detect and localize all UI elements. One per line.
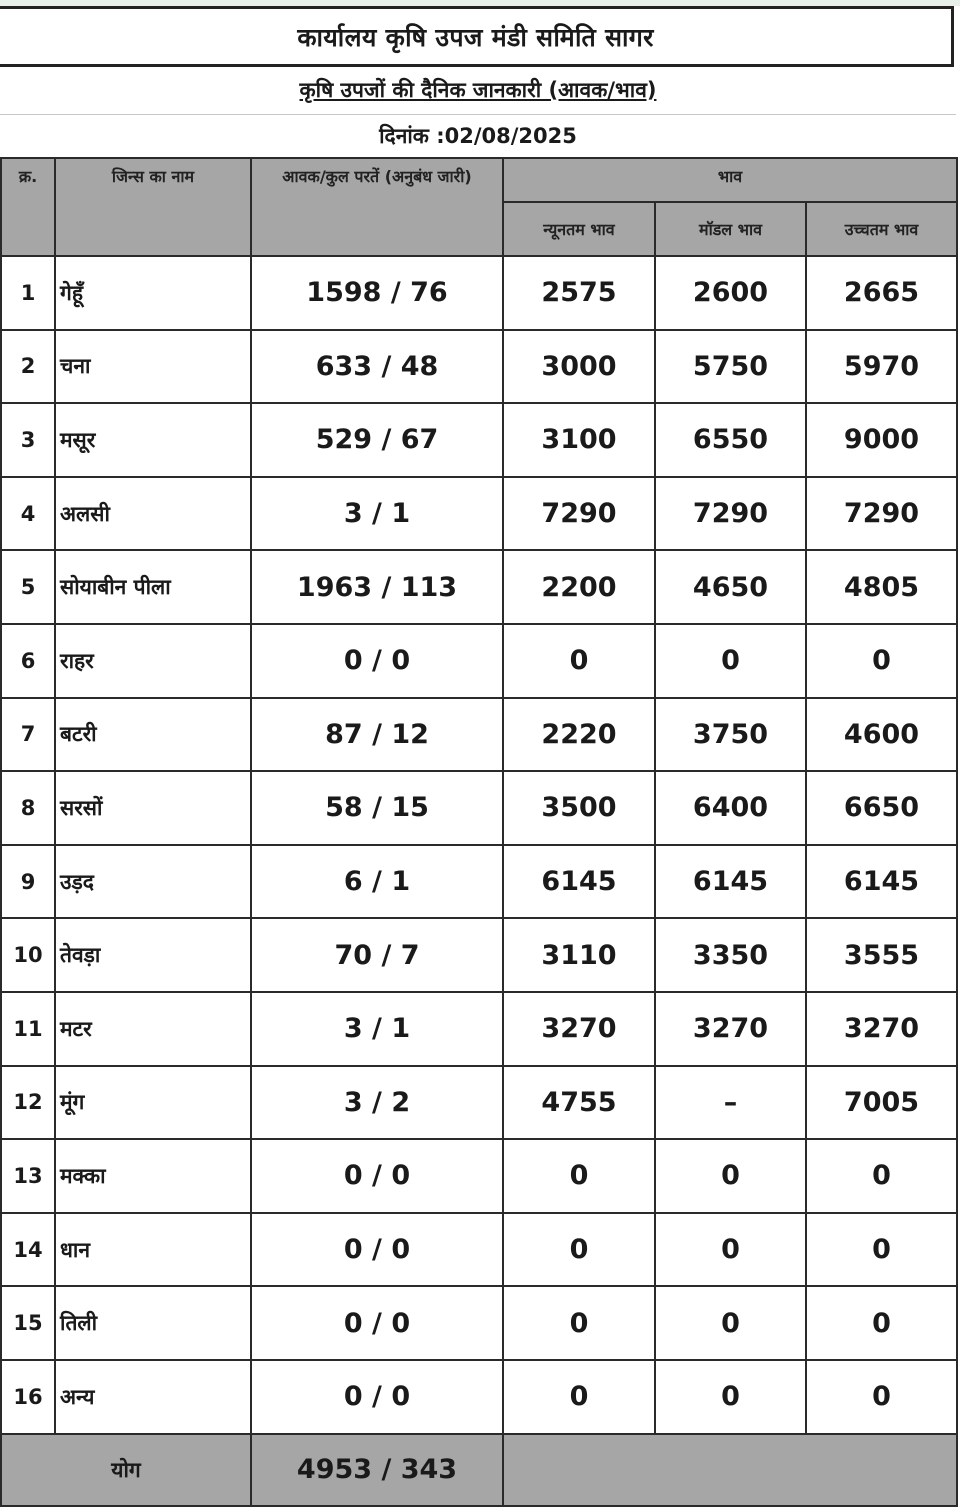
commodity-name: सरसों: [55, 771, 251, 845]
total-row: [1, 1434, 957, 1506]
table-row: [1, 1213, 957, 1287]
row-sn: 16: [1, 1360, 55, 1434]
header-sn: क्र.: [1, 158, 55, 256]
min-price: 0: [503, 1360, 655, 1434]
max-price: 0: [806, 1360, 957, 1434]
table-row: [1, 330, 957, 404]
arrival-value: 58 / 15: [251, 771, 503, 845]
header-max-price: उच्चतम भाव: [806, 202, 957, 256]
table-row: [1, 624, 957, 698]
max-price: 5970: [806, 330, 957, 404]
modal-price: 3350: [655, 918, 806, 992]
row-sn: 10: [1, 918, 55, 992]
row-sn: 5: [1, 550, 55, 624]
arrival-value: 1963 / 113: [251, 550, 503, 624]
commodity-name: मटर: [55, 992, 251, 1066]
header-min-price: न्यूनतम भाव: [503, 202, 655, 256]
arrival-value: 6 / 1: [251, 845, 503, 919]
modal-price: 5750: [655, 330, 806, 404]
page-subtitle: कृषि उपजों की दैनिक जानकारी (आवक/भाव): [0, 66, 956, 115]
max-price: 9000: [806, 403, 957, 477]
arrival-value: 0 / 0: [251, 1213, 503, 1287]
commodity-name: तिली: [55, 1286, 251, 1360]
commodity-name: मक्का: [55, 1139, 251, 1213]
total-label: योग: [1, 1434, 251, 1506]
max-price: 7290: [806, 477, 957, 551]
row-sn: 6: [1, 624, 55, 698]
min-price: 0: [503, 1286, 655, 1360]
row-sn: 14: [1, 1213, 55, 1287]
arrival-value: 529 / 67: [251, 403, 503, 477]
arrival-value: 1598 / 76: [251, 256, 503, 330]
modal-price: 6145: [655, 845, 806, 919]
commodity-name: चना: [55, 330, 251, 404]
max-price: 6145: [806, 845, 957, 919]
table-row: [1, 992, 957, 1066]
modal-price: 0: [655, 1213, 806, 1287]
arrival-value: 633 / 48: [251, 330, 503, 404]
row-sn: 8: [1, 771, 55, 845]
arrival-value: 70 / 7: [251, 918, 503, 992]
min-price: 6145: [503, 845, 655, 919]
arrival-value: 0 / 0: [251, 1286, 503, 1360]
max-price: 3270: [806, 992, 957, 1066]
modal-price: 7290: [655, 477, 806, 551]
arrival-value: 0 / 0: [251, 1360, 503, 1434]
commodity-name: अलसी: [55, 477, 251, 551]
row-sn: 7: [1, 698, 55, 772]
total-price-empty: [503, 1434, 957, 1506]
min-price: 0: [503, 1139, 655, 1213]
arrival-value: 3 / 1: [251, 992, 503, 1066]
commodity-name: मूंग: [55, 1066, 251, 1140]
row-sn: 4: [1, 477, 55, 551]
page-title: कार्यालय कृषि उपज मंडी समिति सागर: [0, 6, 954, 67]
header-price-group: भाव: [503, 158, 957, 202]
table-body: [1, 256, 957, 1434]
min-price: 3000: [503, 330, 655, 404]
modal-price: 6400: [655, 771, 806, 845]
row-sn: 9: [1, 845, 55, 919]
modal-price: 0: [655, 1139, 806, 1213]
table-row: [1, 550, 957, 624]
header-commodity: जिन्स का नाम: [55, 158, 251, 256]
min-price: 3110: [503, 918, 655, 992]
commodity-name: तेवड़ा: [55, 918, 251, 992]
report-date: दिनांक :02/08/2025: [379, 124, 577, 148]
modal-price: 4650: [655, 550, 806, 624]
arrival-value: 3 / 1: [251, 477, 503, 551]
row-sn: 12: [1, 1066, 55, 1140]
header-arrival: आवक/कुल परतें (अनुबंध जारी): [251, 158, 503, 256]
min-price: 3500: [503, 771, 655, 845]
table-row: [1, 698, 957, 772]
table-row: [1, 1360, 957, 1434]
max-price: 7005: [806, 1066, 957, 1140]
table-row: [1, 845, 957, 919]
max-price: 4600: [806, 698, 957, 772]
arrival-value: 87 / 12: [251, 698, 503, 772]
table-row: [1, 1139, 957, 1213]
modal-price: 0: [655, 1360, 806, 1434]
commodity-name: उड़द: [55, 845, 251, 919]
min-price: 2200: [503, 550, 655, 624]
min-price: 4755: [503, 1066, 655, 1140]
price-table: [0, 157, 958, 1507]
commodity-name: मसूर: [55, 403, 251, 477]
modal-price: 6550: [655, 403, 806, 477]
table-row: [1, 1066, 957, 1140]
table-row: [1, 918, 957, 992]
modal-price: 3750: [655, 698, 806, 772]
table-row: [1, 1286, 957, 1360]
modal-price: –: [655, 1066, 806, 1140]
commodity-name: बटरी: [55, 698, 251, 772]
max-price: 6650: [806, 771, 957, 845]
table-row: [1, 403, 957, 477]
max-price: 3555: [806, 918, 957, 992]
min-price: 0: [503, 624, 655, 698]
row-sn: 1: [1, 256, 55, 330]
arrival-value: 0 / 0: [251, 624, 503, 698]
min-price: 0: [503, 1213, 655, 1287]
table-row: [1, 771, 957, 845]
min-price: 3270: [503, 992, 655, 1066]
header-modal-price: मॉडल भाव: [655, 202, 806, 256]
row-sn: 15: [1, 1286, 55, 1360]
min-price: 2220: [503, 698, 655, 772]
total-arrival: 4953 / 343: [251, 1434, 503, 1506]
row-sn: 13: [1, 1139, 55, 1213]
max-price: 4805: [806, 550, 957, 624]
max-price: 0: [806, 1139, 957, 1213]
row-sn: 2: [1, 330, 55, 404]
modal-price: 3270: [655, 992, 806, 1066]
commodity-name: गेहूँ: [55, 256, 251, 330]
table-row: [1, 477, 957, 551]
row-sn: 3: [1, 403, 55, 477]
arrival-value: 0 / 0: [251, 1139, 503, 1213]
commodity-name: राहर: [55, 624, 251, 698]
max-price: 0: [806, 1286, 957, 1360]
row-sn: 11: [1, 992, 55, 1066]
commodity-name: अन्य: [55, 1360, 251, 1434]
commodity-name: धान: [55, 1213, 251, 1287]
modal-price: 0: [655, 624, 806, 698]
max-price: 0: [806, 1213, 957, 1287]
modal-price: 0: [655, 1286, 806, 1360]
max-price: 0: [806, 624, 957, 698]
table-row: [1, 256, 957, 330]
max-price: 2665: [806, 256, 957, 330]
modal-price: 2600: [655, 256, 806, 330]
commodity-name: सोयाबीन पीला: [55, 550, 251, 624]
min-price: 2575: [503, 256, 655, 330]
min-price: 7290: [503, 477, 655, 551]
arrival-value: 3 / 2: [251, 1066, 503, 1140]
min-price: 3100: [503, 403, 655, 477]
